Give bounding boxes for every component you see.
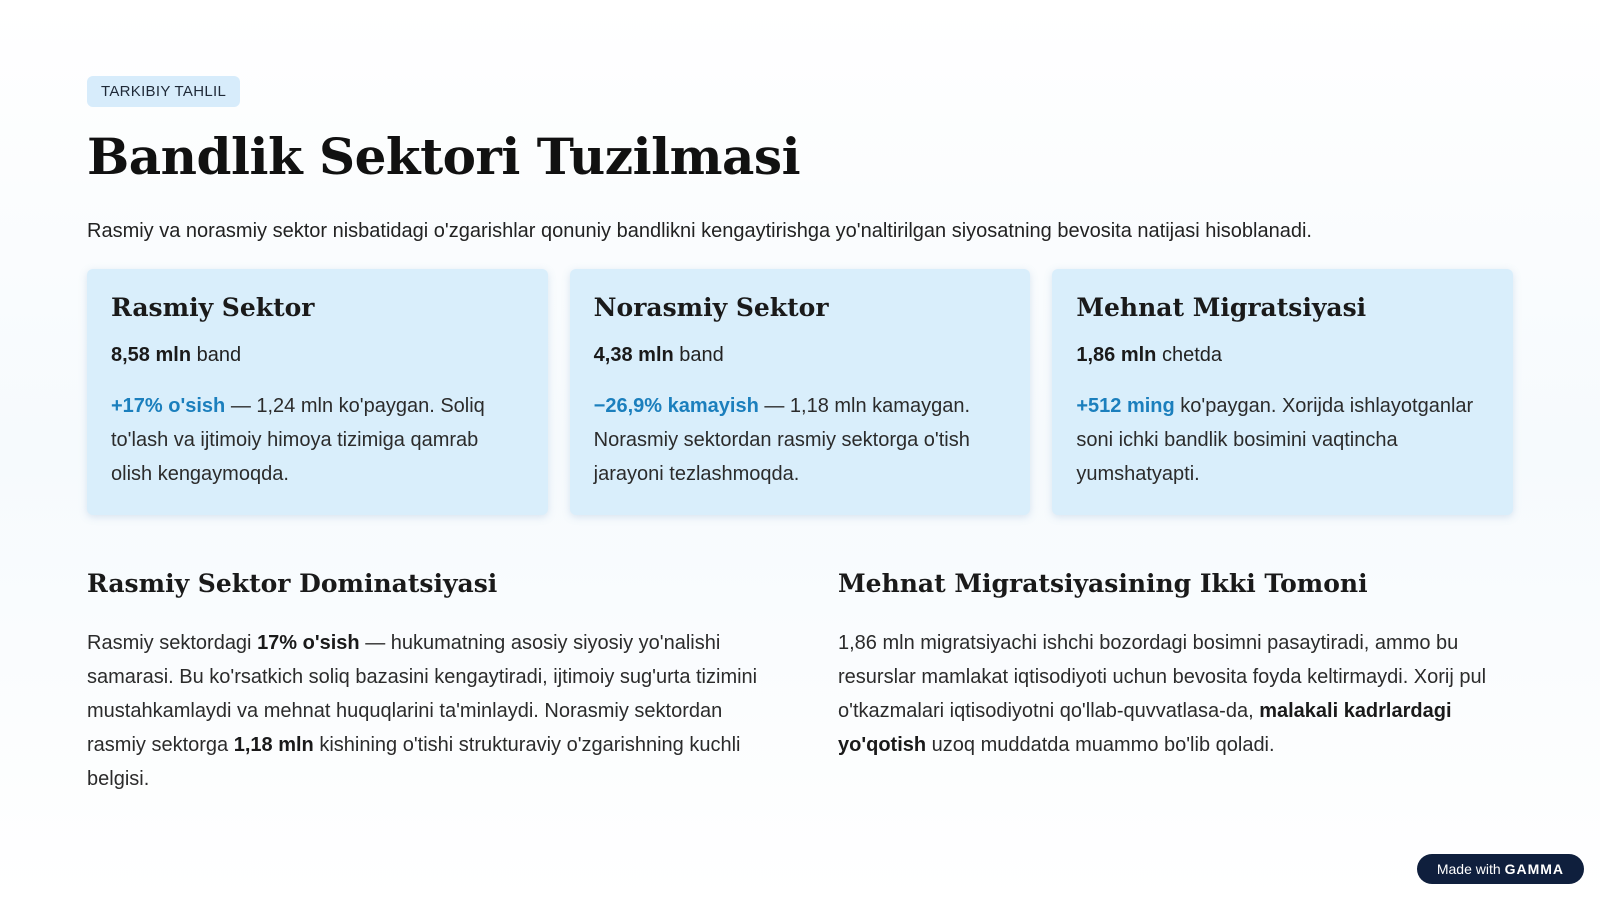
bold-run: 1,18 mln xyxy=(233,734,314,756)
card-formal-sector xyxy=(87,269,548,515)
section-tag: TARKIBIY TAHLIL xyxy=(87,76,240,107)
card-body xyxy=(594,389,1007,491)
text-run: 1,86 mln migratsiyachi ishchi bozordagi bosimni pasaytiradi, ammo bu resurslar mamlakat iqtisodiyoti uchun bevosita foyda keltirmaydi. Xorij pul o'tkazmalari iqtisodiyotni qo'llab-quvvatlasa-da, xyxy=(838,632,1487,722)
card-stat-value: 4,38 mln xyxy=(593,344,674,366)
card-title: Norasmiy Sektor xyxy=(593,293,829,322)
card-labor-migration xyxy=(1052,269,1513,515)
card-stat xyxy=(1076,344,1489,367)
slide xyxy=(87,76,1513,796)
left-column xyxy=(87,569,762,796)
card-stat-suffix: band xyxy=(191,344,242,366)
card-body-text: — 1,24 mln ko'paygan. Soliq to'lash va ijtimoiy himoya tizimiga qamrab olish kengaymoqda. xyxy=(111,395,485,485)
bold-run: malakali kadrlardagi yo'qotish xyxy=(838,700,1452,756)
card-stat-suffix: chetda xyxy=(1156,344,1222,366)
card-highlight: −26,9% kamayish xyxy=(593,395,759,417)
page-subtitle: Rasmiy va norasmiy sektor nisbatidagi o'zgarishlar qonuniy bandlikni kengaytirishga yo'naltirilgan siyosatning bevosita natijasi hisoblanadi. xyxy=(87,220,1312,242)
card-body xyxy=(111,389,524,491)
badge-prefix: Made with xyxy=(1436,861,1505,877)
gamma-logo: GAMMA xyxy=(1504,861,1564,877)
text-run: kishining o'tishi strukturaviy o'zgarishning kuchli belgisi. xyxy=(87,734,741,790)
card-stat-value: 1,86 mln xyxy=(1076,344,1157,366)
column-title: Rasmiy Sektor Dominatsiyasi xyxy=(87,569,498,598)
card-stat-value: 8,58 mln xyxy=(111,344,192,366)
card-stat-suffix: band xyxy=(673,344,724,366)
card-highlight: +512 ming xyxy=(1076,395,1175,417)
page-title: Bandlik Sektori Tuzilmasi xyxy=(87,127,801,186)
column-body xyxy=(87,626,762,796)
card-stat xyxy=(594,344,1007,367)
card-title: Rasmiy Sektor xyxy=(111,293,315,322)
card-body-text: — 1,18 mln kamaygan. Norasmiy sektordan rasmiy sektorga o'tish jarayoni tezlashmoqda. xyxy=(593,395,971,485)
bold-run: 17% o'sish xyxy=(257,632,360,654)
column-title: Mehnat Migratsiyasining Ikki Tomoni xyxy=(838,569,1368,598)
card-highlight: +17% o'sish xyxy=(111,395,226,417)
text-run: uzoq muddatda muammo bo'lib qoladi. xyxy=(926,734,1275,756)
card-stat xyxy=(111,344,524,367)
card-title: Mehnat Migratsiyasi xyxy=(1076,293,1367,322)
text-run: — hukumatning asosiy siyosiy yo'nalishi samarasi. Bu ko'rsatkich soliq bazasini kengaytiradi, ijtimoiy sug'urta tizimini mustahkamlaydi va mehnat huquqlarini ta'minlaydi. Norasmiy sektordan rasmiy sektorga xyxy=(87,632,758,756)
stat-cards xyxy=(87,269,1513,515)
card-body-text: ko'paygan. Xorijda ishlayotganlar soni ichki bandlik bosimini vaqtincha yumshatyapti. xyxy=(1076,395,1474,485)
text-columns xyxy=(87,569,1513,796)
card-informal-sector xyxy=(570,269,1031,515)
made-with-gamma-badge[interactable] xyxy=(1417,854,1584,884)
card-body xyxy=(1076,389,1489,491)
column-body xyxy=(838,626,1513,762)
text-run: Rasmiy sektordagi xyxy=(87,632,258,654)
right-column xyxy=(838,569,1513,796)
